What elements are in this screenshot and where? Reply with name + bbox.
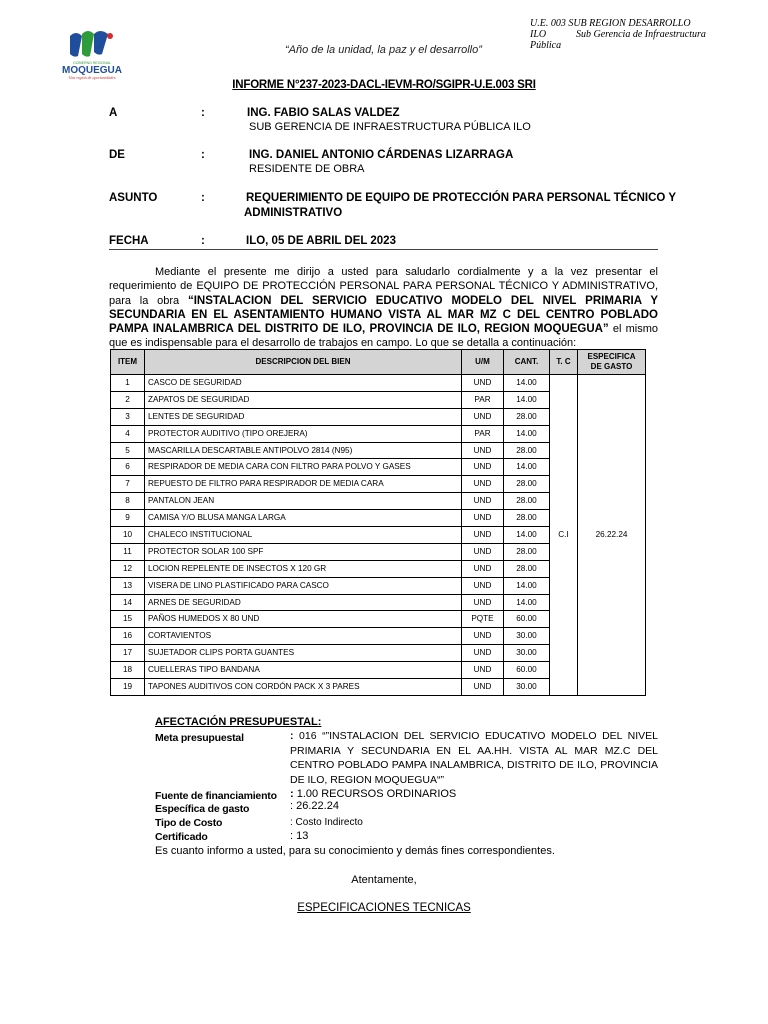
row-quantity: 14.00: [504, 594, 550, 611]
date-value: ILO, 05 DE ABRIL DEL 2023: [246, 235, 396, 247]
table-body: [111, 375, 646, 696]
meta-value: : 016 “”INSTALACION DEL SERVICIO EDUCATIVO MODELO DEL NIVEL PRIMARIA Y SECUNDARIA EN EL AA.HH. VISTA AL MAR MZ.C DEL CENTRO POBLADO PAMPA INALAMBRICA, DISTRITO DE ILO, PROVINCIA DE ILO, REGION MOQUEGUA“”: [290, 730, 658, 786]
row-quantity: 30.00: [504, 628, 550, 645]
org-dept-cont: Pública: [530, 40, 562, 51]
closing-text: Es cuanto informo a usted, para su conocimiento y demás fines correspondientes.: [155, 845, 555, 857]
from-name: ING. DANIEL ANTONIO CÁRDENAS LIZARRAGA: [249, 149, 514, 161]
row-unit: UND: [462, 543, 504, 560]
row-quantity: 60.00: [504, 662, 550, 679]
spend-spec-label: Específica de gasto: [155, 803, 250, 815]
row-unit: PQTE: [462, 611, 504, 628]
col-espec: ESPECIFICA DE GASTO: [578, 350, 646, 375]
year-motto: “Año de la unidad, la paz y el desarrollo”: [285, 44, 482, 56]
row-item: 6: [111, 459, 145, 476]
col-tc: T. C: [550, 350, 578, 375]
svg-text:GOBIERNO REGIONAL: GOBIERNO REGIONAL: [73, 61, 111, 65]
row-item: 12: [111, 560, 145, 577]
equipment-table: [110, 349, 646, 696]
row-quantity: 28.00: [504, 510, 550, 527]
intro-outro: el mismo que es indispensable para el desarrollo de trabajos en campo. Lo que se detalla a continuación:: [109, 323, 658, 350]
certificate-value: : 13: [290, 830, 309, 842]
report-title: INFORME N°237-2023-DACL-IEVM-RO/SGIPR-U.E.003 SRI: [232, 79, 536, 91]
to-colon: :: [201, 107, 205, 119]
table-header-row: [111, 350, 646, 375]
table-row: [111, 375, 646, 392]
row-description: SUJETADOR CLIPS PORTA GUANTES: [145, 645, 462, 662]
row-description: RESPIRADOR DE MEDIA CARA CON FILTRO PARA POLVO Y GASES: [145, 459, 462, 476]
row-unit: UND: [462, 442, 504, 459]
row-unit: UND: [462, 459, 504, 476]
row-unit: PAR: [462, 425, 504, 442]
row-description: PROTECTOR SOLAR 100 SPF: [145, 543, 462, 560]
spend-spec-value: : 26.22.24: [290, 800, 339, 812]
cost-type-label: Tipo de Costo: [155, 817, 223, 829]
row-description: MASCARILLA DESCARTABLE ANTIPOLVO 2814 (N95): [145, 442, 462, 459]
row-unit: UND: [462, 375, 504, 392]
row-item: 7: [111, 476, 145, 493]
row-quantity: 28.00: [504, 543, 550, 560]
row-item: 9: [111, 510, 145, 527]
intro-paragraph: [109, 265, 658, 351]
row-quantity: 60.00: [504, 611, 550, 628]
row-item: 2: [111, 391, 145, 408]
row-quantity: 28.00: [504, 560, 550, 577]
row-quantity: 28.00: [504, 408, 550, 425]
funding-label: Fuente de financiamiento: [155, 790, 277, 802]
date-label: FECHA: [109, 235, 149, 247]
row-unit: UND: [462, 527, 504, 544]
row-item: 4: [111, 425, 145, 442]
row-unit: PAR: [462, 391, 504, 408]
project-name: “INSTALACION DEL SERVICIO EDUCATIVO MODELO DEL NIVEL PRIMARIA Y SECUNDARIA EN EL ASENTAMIENTO HUMANO VISTA AL MAR MZ C DEL CENTRO POBLADO PAMPA INALAMBRICA DEL DISTRITO DE ILO, PROVINCIA DE ILO, REGION MOQUEGUA”: [109, 294, 658, 336]
row-unit: UND: [462, 628, 504, 645]
funding-value: : 1.00 RECURSOS ORDINARIOS: [290, 788, 457, 800]
row-description: PANTALON JEAN: [145, 493, 462, 510]
row-description: PAÑOS HUMEDOS X 80 UND: [145, 611, 462, 628]
row-quantity: 30.00: [504, 645, 550, 662]
to-name: ING. FABIO SALAS VALDEZ: [247, 107, 400, 119]
row-item: 15: [111, 611, 145, 628]
row-unit: UND: [462, 493, 504, 510]
row-unit: UND: [462, 662, 504, 679]
row-unit: UND: [462, 510, 504, 527]
certificate-label: Certificado: [155, 831, 208, 843]
row-quantity: 14.00: [504, 391, 550, 408]
row-item: 18: [111, 662, 145, 679]
row-quantity: 28.00: [504, 476, 550, 493]
row-quantity: 14.00: [504, 527, 550, 544]
col-desc: DESCRIPCION DEL BIEN: [145, 350, 462, 375]
row-description: CAMISA Y/O BLUSA MANGA LARGA: [145, 510, 462, 527]
organization-block: [530, 18, 730, 51]
to-position: SUB GERENCIA DE INFRAESTRUCTURA PÚBLICA ILO: [249, 121, 531, 133]
spend-spec-cell: 26.22.24: [578, 375, 646, 696]
svg-text:Una región de oportunidades: Una región de oportunidades: [68, 75, 116, 80]
to-label: A: [109, 107, 118, 119]
row-quantity: 14.00: [504, 375, 550, 392]
row-description: CORTAVIENTOS: [145, 628, 462, 645]
row-quantity: 28.00: [504, 493, 550, 510]
row-item: 17: [111, 645, 145, 662]
row-quantity: 14.00: [504, 425, 550, 442]
moquegua-logo: [52, 28, 132, 82]
row-item: 5: [111, 442, 145, 459]
col-cant: CANT.: [504, 350, 550, 375]
row-quantity: 28.00: [504, 442, 550, 459]
org-location: ILO Sub Gerencia de Infraestructura: [530, 29, 706, 40]
subject-line2: ADMINISTRATIVO: [244, 207, 343, 219]
header-divider: [109, 249, 658, 250]
subject-label: ASUNTO: [109, 192, 158, 204]
regards: Atentamente,: [351, 874, 417, 886]
meta-label: Meta presupuestal: [155, 732, 244, 744]
date-colon: :: [201, 235, 205, 247]
row-item: 13: [111, 577, 145, 594]
budget-heading: AFECTACIÓN PRESUPUESTAL:: [155, 716, 322, 728]
row-description: TAPONES AUDITIVOS CON CORDÓN PACK X 3 PARES: [145, 679, 462, 696]
row-unit: UND: [462, 679, 504, 696]
row-unit: UND: [462, 560, 504, 577]
logo-emblem-icon: [52, 28, 132, 82]
row-unit: UND: [462, 577, 504, 594]
subject-line1: REQUERIMIENTO DE EQUIPO DE PROTECCIÓN PARA PERSONAL TÉCNICO Y: [246, 192, 677, 204]
col-um: U/M: [462, 350, 504, 375]
row-item: 16: [111, 628, 145, 645]
row-item: 3: [111, 408, 145, 425]
row-quantity: 14.00: [504, 577, 550, 594]
row-description: ARNES DE SEGURIDAD: [145, 594, 462, 611]
row-quantity: 30.00: [504, 679, 550, 696]
row-description: VISERA DE LINO PLASTIFICADO PARA CASCO: [145, 577, 462, 594]
row-description: REPUESTO DE FILTRO PARA RESPIRADOR DE MEDIA CARA: [145, 476, 462, 493]
row-item: 19: [111, 679, 145, 696]
org-unit: U.E. 003 SUB REGION DESARROLLO: [530, 18, 691, 29]
row-description: CHALECO INSTITUCIONAL: [145, 527, 462, 544]
from-label: DE: [109, 149, 125, 161]
row-item: 10: [111, 527, 145, 544]
row-unit: UND: [462, 476, 504, 493]
row-description: LOCION REPELENTE DE INSECTOS X 120 GR: [145, 560, 462, 577]
row-item: 1: [111, 375, 145, 392]
row-description: CASCO DE SEGURIDAD: [145, 375, 462, 392]
subject-colon: :: [201, 192, 205, 204]
from-colon: :: [201, 149, 205, 161]
row-quantity: 14.00: [504, 459, 550, 476]
row-description: PROTECTOR AUDITIVO (TIPO OREJERA): [145, 425, 462, 442]
cost-type-cell: C.I: [550, 375, 578, 696]
col-item: ITEM: [111, 350, 145, 375]
row-unit: UND: [462, 408, 504, 425]
intro-text: Mediante el presente me dirijo a usted para saludarlo cordialmente y a la vez presentar el requerimiento de EQUIPO DE PROTECCIÓN PERSONAL PARA PERSONAL TÉCNICO Y ADMINISTRATIVO, para la obra: [109, 266, 658, 307]
svg-text:MOQUEGUA: MOQUEGUA: [62, 65, 122, 76]
row-unit: UND: [462, 594, 504, 611]
row-description: ZAPATOS DE SEGURIDAD: [145, 391, 462, 408]
next-section-title: ESPECIFICACIONES TECNICAS: [297, 902, 471, 914]
row-item: 14: [111, 594, 145, 611]
from-position: RESIDENTE DE OBRA: [249, 163, 365, 175]
row-description: CUELLERAS TIPO BANDANA: [145, 662, 462, 679]
row-item: 11: [111, 543, 145, 560]
row-description: LENTES DE SEGURIDAD: [145, 408, 462, 425]
row-unit: UND: [462, 645, 504, 662]
cost-type-value: : Costo Indirecto: [290, 817, 363, 828]
row-item: 8: [111, 493, 145, 510]
